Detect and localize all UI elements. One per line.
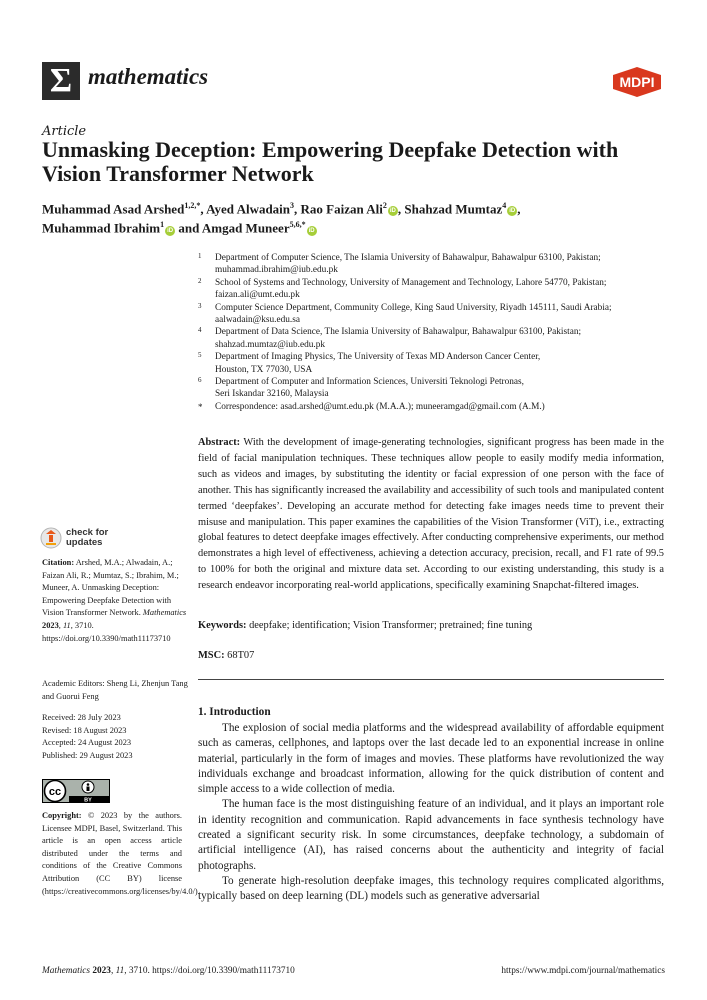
author-separator: , xyxy=(397,201,405,217)
keywords-label: Keywords: xyxy=(198,620,247,631)
abstract xyxy=(198,435,664,594)
copyright-label: Copyright: xyxy=(42,811,82,820)
mdpi-logo xyxy=(612,66,662,98)
affiliation-item xyxy=(198,302,668,327)
affiliation-line: shahzad.mumtaz@iub.edu.pk xyxy=(215,339,326,350)
citation: Citation: Arshed, M.A.; Alwadain, A.; Faizan Ali, R.; Mumtaz, S.; Ibrahim, M.; Muneer, A. Unmasking Deception: Empowering Deepfake Detection with Vision Transformer Network. Mathematics 2023, 11, 3710. https://doi.org/10.3390/math11173710 xyxy=(42,558,187,643)
author-affiliation-mark: 1 xyxy=(160,220,165,230)
citation-year: 2023 xyxy=(42,620,59,630)
affiliation-number: 5 xyxy=(198,351,202,360)
author-separator: , xyxy=(517,201,521,217)
footer-doi: , 3710. https://doi.org/10.3390/math11173710 xyxy=(124,966,295,976)
affiliation-line: Department of Imaging Physics, The University of Texas MD Anderson Cancer Center, xyxy=(215,352,541,363)
author-separator: , xyxy=(200,201,207,217)
paragraph: The explosion of social media platforms and the widespread availability of affordable equipment such as cameras, cellphones, and laptops over the last decade led to an exponential increase in online material, particularly in the form of images and movies. These platforms have revolutionized the way individuals exchange and broadcast information, allowing for the quick distribution of content and simple access to a wide collection of media. xyxy=(198,722,664,796)
divider xyxy=(198,679,664,680)
author: Ayed Alwadain xyxy=(206,201,291,217)
body-text xyxy=(198,721,664,905)
mdpi-logo-text: MDPI xyxy=(619,74,655,90)
footer-year: 2023 xyxy=(92,966,111,976)
affiliation-item xyxy=(198,351,668,376)
affiliation-number: 1 xyxy=(198,252,202,260)
sigma-icon: Σ xyxy=(49,62,73,99)
paragraph: The human face is the most distinguishing feature of an individual, and it plays an important role in identity recognition and communication. Rapid advancements in face synthesis technology have created a significant security risk. In some circumstances, deepfake technology, a subdomain of artificial intelligence (AI), has raised concerns about the authenticity and integrity of facial photographs. xyxy=(198,798,664,872)
author: Rao Faizan Ali xyxy=(300,201,383,217)
author: Shahzad Mumtaz xyxy=(404,201,503,217)
abstract-label: Abstract: xyxy=(198,437,241,448)
author-separator: , xyxy=(294,201,301,217)
journal-logo xyxy=(42,62,80,100)
keywords xyxy=(198,620,664,631)
affiliation-item xyxy=(198,252,668,277)
author-affiliation-mark: 1,2,* xyxy=(184,201,201,210)
article-title: Unmasking Deception: Empowering Deepfake Detection with Vision Transformer Network xyxy=(42,137,619,186)
check-for-updates-button[interactable] xyxy=(40,526,150,552)
affiliation-line: muhammad.ibrahim@iub.edu.pk xyxy=(215,265,338,276)
author-list xyxy=(42,198,682,237)
accepted-date: Accepted: 24 August 2023 xyxy=(42,738,132,748)
affiliation-number: 2 xyxy=(198,276,202,285)
paragraph: To generate high-resolution deepfake images, this technology requires complicated algorithms, typically based on deep learning (DL) models such as generative adversarial xyxy=(198,874,664,903)
abstract-text: With the development of image-generating technologies, significant progress has been made in the field of facial manipulation techniques. These techniques allow people to easily modify media information, such as videos and images, by substituting the identity or facial expression of one person with the face of another. This has significantly increased the availability and accessibility of such tools and manipulated content termed ‘deepfakes’. Developing an accurate method for detecting fake images needs time to prevent their misuse and manipulation. This paper examines the capabilities of the Vision Transformer (ViT), i.e., extracting global features to detect deepfake images effectively. After conducting comprehensive experiments, our method demonstrates a high level of effectiveness, achieving a detection accuracy, precision, recall, and F1 rate of 99.5 to 100% for both the original and mixture data set. According to our existing understanding, this study is a research endeavor incorporating real-world applications, specifically examining Snapchat-filtered images. xyxy=(198,437,664,592)
author: Muhammad Asad Arshed xyxy=(42,201,185,217)
footer-journal: Mathematics xyxy=(42,966,91,976)
author-affiliation-mark: 5,6,* xyxy=(289,220,306,230)
citation-label: Citation: xyxy=(42,558,75,567)
revised-date: Revised: 18 August 2023 xyxy=(42,725,127,735)
author-affiliation-mark: 3 xyxy=(290,201,295,210)
affiliation-line: Department of Data Science, The Islamia University of Bahawalpur, Bahawalpur 63100, Pakistan; xyxy=(215,327,582,338)
check-updates-line1: check for xyxy=(66,527,109,538)
affiliations xyxy=(198,252,668,413)
affiliation-line: School of Systems and Technology, University of Management and Technology, Lahore 54770, Pakistan; xyxy=(215,277,607,288)
orcid-icon[interactable]: iD xyxy=(308,227,315,234)
citation-volume: 11 xyxy=(62,620,71,630)
cc-logo-text: cc xyxy=(48,786,62,798)
article-type: Article xyxy=(42,124,87,139)
affiliation-item xyxy=(198,376,668,401)
dates xyxy=(42,712,190,762)
author-separator: and xyxy=(175,220,202,236)
published-date: Published: 29 August 2023 xyxy=(42,750,133,760)
footer-citation: Mathematics 2023, 11, 3710. https://doi.org/10.3390/math11173710 xyxy=(42,966,295,976)
orcid-icon[interactable]: iD xyxy=(389,208,396,215)
author: Muhammad Ibrahim xyxy=(42,220,161,236)
author-affiliation-mark: 4 xyxy=(502,201,507,210)
received-date: Received: 28 July 2023 xyxy=(42,713,121,722)
journal-url-link[interactable]: https://www.mdpi.com/journal/mathematics xyxy=(501,966,665,976)
orcid-icon[interactable]: iD xyxy=(509,208,516,215)
copyright-text: © 2023 by the authors. Licensee MDPI, Basel, Switzerland. This article is an open access article distributed under the terms and conditions of the Creative Commons Attribution (CC BY) license (https://creativecommons.org/licenses/by/4.0/). xyxy=(42,811,200,896)
academic-editors: Academic Editors: Sheng Li, Zhenjun Tang and Guorui Feng xyxy=(42,679,188,701)
cc-by-license-badge[interactable] xyxy=(42,779,110,803)
affiliation-line: Seri Iskandar 32160, Malaysia xyxy=(215,389,329,400)
citation-text: Arshed, M.A.; Alwadain, A.; Faizan Ali, R.; Mumtaz, S.; Ibrahim, M.; Muneer, A. Unmasking Deception: Empowering Deepfake Detection with Vision Transformer Network. xyxy=(42,558,179,618)
affiliation-line: Houston, TX 77030, USA xyxy=(215,364,313,375)
citation-journal: Mathematics xyxy=(142,608,187,618)
correspondence-text: Correspondence: asad.arshed@umt.edu.pk (M.A.A.); muneeramgad@gmail.com (A.M.) xyxy=(215,401,545,412)
affiliation-line: faizan.ali@umt.edu.pk xyxy=(215,290,300,301)
affiliation-line: Department of Computer Science, The Islamia University of Bahawalpur, Bahawalpur 63100, Pakistan; xyxy=(215,253,601,263)
author-affiliation-mark: 2 xyxy=(382,201,387,210)
correspondence-mark: * xyxy=(198,401,203,412)
footer-volume: 11 xyxy=(115,966,125,976)
keywords-text: deepfake; identification; Vision Transformer; pretrained; fine tuning xyxy=(249,620,533,631)
affiliation-line: aalwadain@ksu.edu.sa xyxy=(215,315,300,326)
msc-label: MSC: xyxy=(198,650,225,661)
affiliation-item xyxy=(198,326,668,351)
affiliation-line: Department of Computer and Information Sciences, Universiti Teknologi Petronas, xyxy=(215,377,525,388)
correspondence xyxy=(198,401,668,413)
msc xyxy=(198,650,254,661)
citation-tail: , 3710. https://doi.org/10.3390/math11173710 xyxy=(42,620,171,643)
check-updates-line2: updates xyxy=(66,537,103,548)
orcid-icon[interactable]: iD xyxy=(167,227,174,234)
journal-name: mathematics xyxy=(88,64,209,89)
msc-code: 68T07 xyxy=(227,650,255,661)
author: Amgad Muneer xyxy=(201,220,290,236)
affiliation-number: 4 xyxy=(198,326,202,335)
affiliation-item xyxy=(198,277,668,302)
affiliation-number: 6 xyxy=(198,376,202,385)
check-updates-icon xyxy=(40,526,62,550)
affiliation-number: 3 xyxy=(198,301,202,310)
section-title: 1. Introduction xyxy=(198,706,271,718)
affiliation-line: Computer Science Department, Community College, King Saud University, Riyadh 145111, Saudi Arabia; xyxy=(215,302,612,313)
cc-by-text: BY xyxy=(84,797,92,803)
copyright xyxy=(42,810,200,898)
